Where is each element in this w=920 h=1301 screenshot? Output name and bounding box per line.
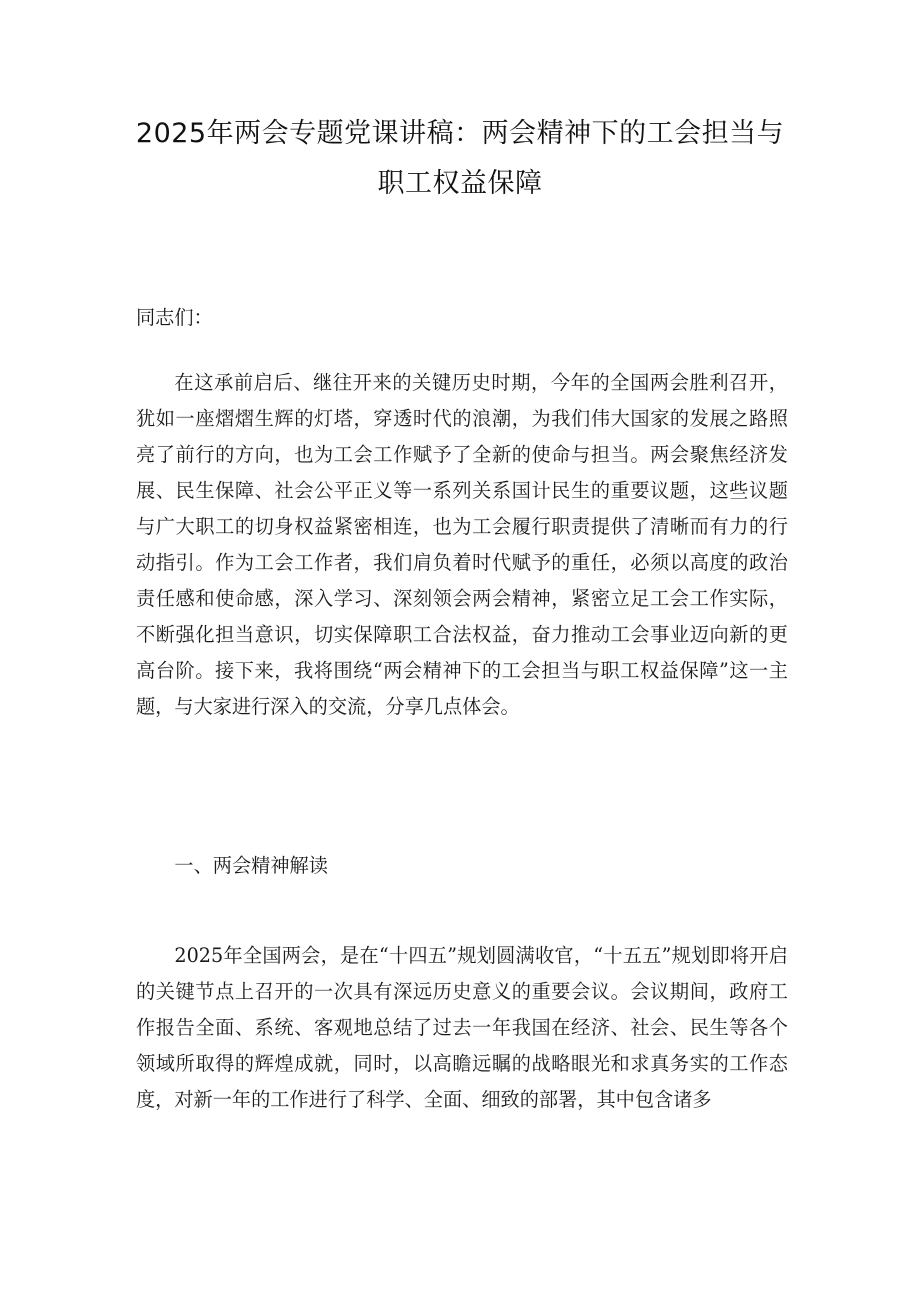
section-heading-1: 一、两会精神解读	[174, 854, 328, 877]
body-paragraph-2: 2025年全国两会，是在“十四五”规划圆满收官，“十五五”规划即将开启的关键节点上召开的一次具有深远历史意义的重要会议。会议期间，政府工作报告全面、系统、客观地总结了过去一年我国在经济、社会、民生等各个领域所取得的辉煌成就，同时，以高瞻远瞩的战略眼光和求真务实的工作态度，对新一年的工作进行了科学、全面、细致的部署，其中包含诸多	[136, 944, 788, 1111]
salutation: 同志们：	[136, 306, 213, 329]
body-paragraph-1: 在这承前启后、继往开来的关键历史时期，今年的全国两会胜利召开，犹如一座熠熠生辉的灯塔，穿透时代的浪潮，为我们伟大国家的发展之路照亮了前行的方向，也为工会工作赋予了全新的使命与担当。两会聚焦经济发展、民生保障、社会公平正义等一系列关系国计民生的重要议题，这些议题与广大职工的切身权益紧密相连，也为工会履行职责提供了清晰而有力的行动指引。作为工会工作者，我们肩负着时代赋予的重任，必须以高度的政治责任感和使命感，深入学习、深刻领会两会精神，紧密立足工会工作实际，不断强化担当意识，切实保障职工合法权益，奋力推动工会事业迈向新的更高台阶。接下来，我将围绕“两会精神下的工会担当与职工权益保障”这一主题，与大家进行深入的交流，分享几点体会。	[136, 371, 788, 718]
document-title-line-2: 职工权益保障	[377, 168, 543, 199]
document-title-line-1: 2025年两会专题党课讲稿：两会精神下的工会担当与	[135, 118, 785, 149]
